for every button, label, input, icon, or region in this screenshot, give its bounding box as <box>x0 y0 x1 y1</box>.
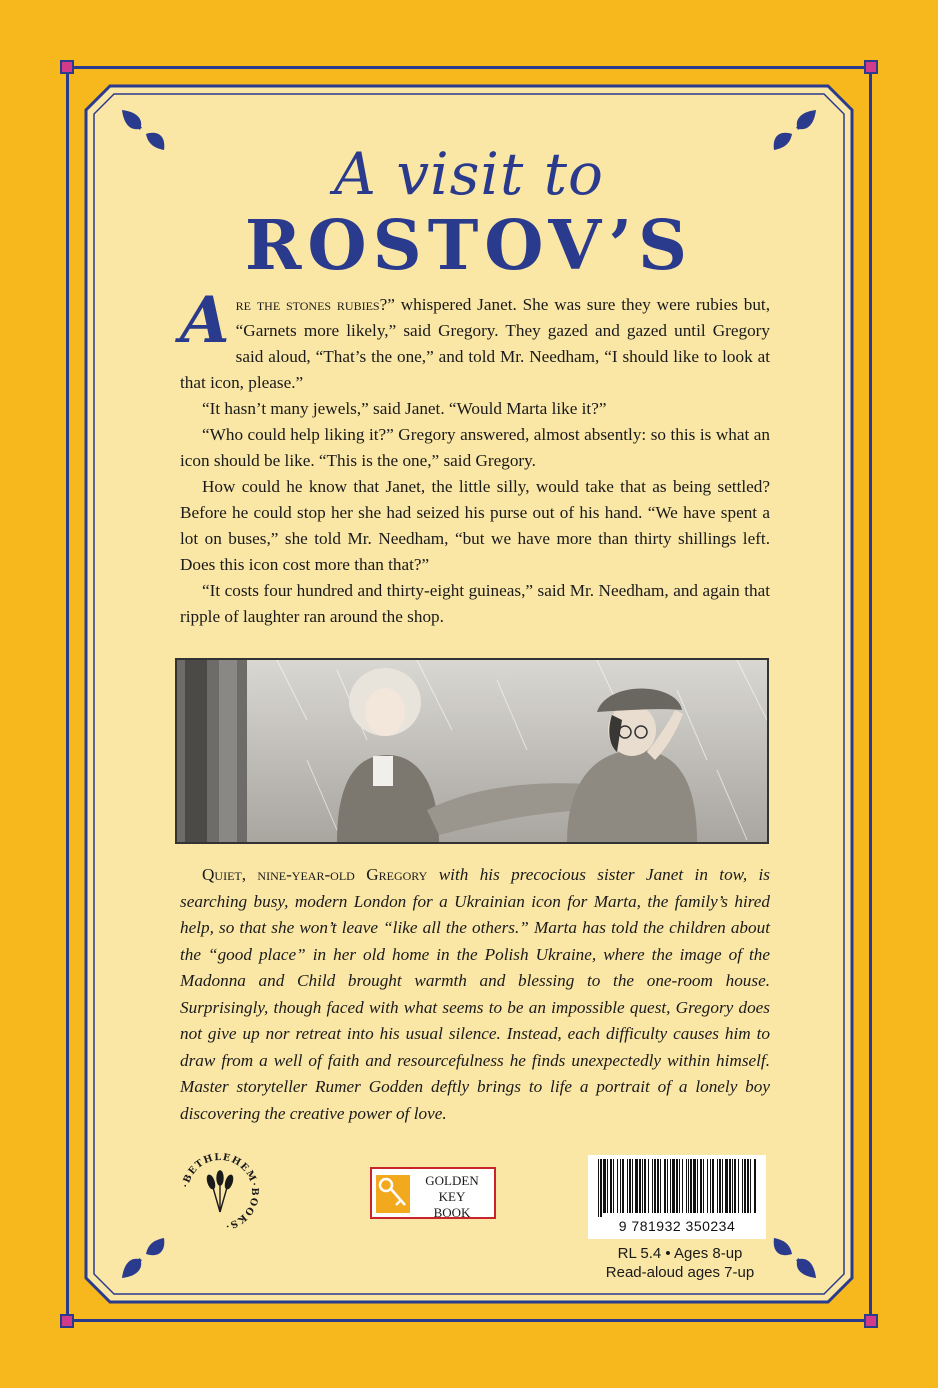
title-line-1: A visit to <box>334 140 604 208</box>
title-line-2: ROSTOV’S <box>244 206 694 286</box>
excerpt-paragraph-2: “It hasn’t many jewels,” said Janet. “Would Marta like it?” <box>202 399 607 418</box>
story-excerpt <box>180 283 770 630</box>
isbn-number: 9 781932 350234 <box>618 1218 736 1234</box>
excerpt-paragraph-5: “It costs four hundred and thirty-eight guineas,” said Mr. Needham, and again that ripple of laughter ran around the shop. <box>180 581 770 626</box>
logo-circular-text: ·BETHLEHEM·BOOKS· <box>180 1151 261 1232</box>
golden-key-line-2: BOOK <box>433 1205 471 1220</box>
excerpt-smallcaps: re the stones rubies <box>235 295 380 314</box>
description-paragraph <box>180 862 770 1127</box>
excerpt-paragraph-3: “Who could help liking it?” Gregory answered, almost absently: so this is what an icon should be like. “This is the one,” said Gregory. <box>180 425 770 470</box>
fleur-ornament-bottom-left <box>118 1230 170 1282</box>
reading-level: RL 5.4 • Ages 8-up <box>617 1245 743 1262</box>
illustration-children-in-rain <box>175 658 769 844</box>
excerpt-p1-text: ?” whispered Janet. She was sure they were rubies but, “Garnets more likely,” said Gregory. They gazed and gazed until Gregory said aloud, “That’s the one,” and told Mr. Needham, “I should like to look at that icon, please.” <box>180 295 770 392</box>
age-info <box>590 1244 770 1282</box>
excerpt-paragraph-4: How could he know that Janet, the little silly, would take that as being settled? Before he could stop her she had seized his purse out of his hand. “We have spent a lot on buses,” she told Mr. Needham, “but we have more than thirty shillings left. Does this icon cost more than that?” <box>180 477 770 574</box>
illustration-drawing <box>177 660 767 842</box>
golden-key-book-logo <box>370 1167 496 1219</box>
book-description <box>180 862 770 1127</box>
corner-square-bottom-right <box>864 1314 878 1328</box>
golden-key-label <box>412 1173 492 1221</box>
bethlehem-books-logo <box>178 1150 262 1234</box>
read-aloud-ages: Read-aloud ages 7-up <box>605 1264 755 1281</box>
golden-key-icon <box>376 1175 410 1213</box>
wheat-seal-icon <box>178 1150 262 1234</box>
corner-square-top-left <box>60 60 74 74</box>
description-smallcaps: Quiet, nine-year-old Gregory <box>202 865 428 884</box>
barcode-bars <box>588 1155 766 1217</box>
drop-cap: A <box>180 283 230 358</box>
corner-square-bottom-left <box>60 1314 74 1328</box>
description-text: with his precocious sister Janet in tow, is searching busy, modern London for a Ukrainian icon for Marta, the family’s hired help, so that she won’t leave “like all the others.” Marta has told the children about the “good place” in her old home in the Polish Ukraine, where the image of the Madonna and Child brought warmth and blessing to the one-room house. Surprisingly, though faced with what seems to be an impossible quest, Gregory does not give up nor retreat into his usual silence. Instead, each difficulty causes him to draw from a well of faith and resourcefulness he finds unexpectedly within himself. Master storyteller Rumer Godden deftly brings to life a portrait of a lonely boy discovering the creative power of love. <box>180 865 770 1123</box>
corner-square-top-right <box>864 60 878 74</box>
fleur-ornament-bottom-right <box>768 1230 820 1282</box>
golden-key-line-1: GOLDEN KEY <box>425 1173 479 1204</box>
excerpt-paragraph-1 <box>180 283 770 396</box>
